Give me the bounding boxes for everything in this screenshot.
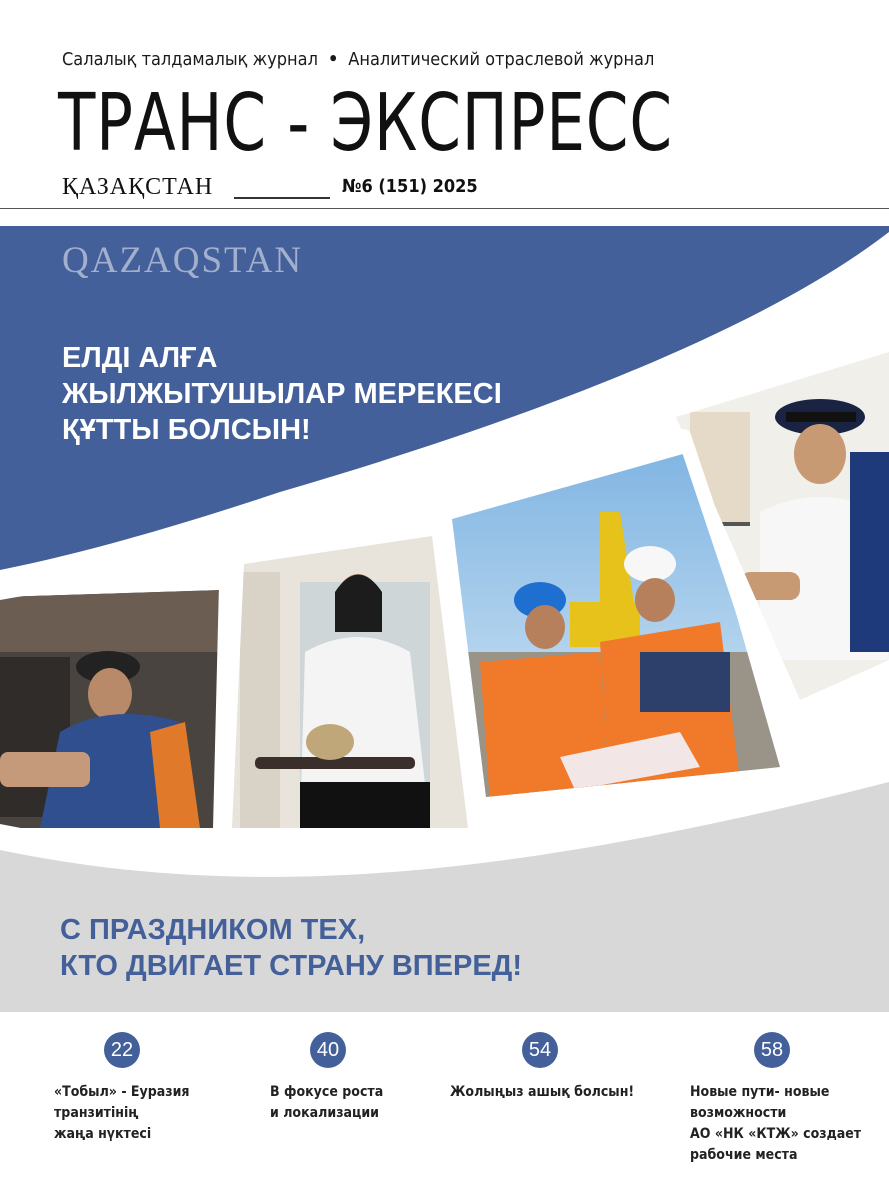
cover-artwork <box>0 212 889 1012</box>
toc-title-line: рабочие места <box>690 1147 798 1163</box>
toc-title-line: АО «НК «КТЖ» создает <box>690 1126 862 1142</box>
contents-strip <box>0 1012 889 1200</box>
russian-headline <box>60 912 522 984</box>
page-number-badge: 40 <box>310 1032 346 1068</box>
toc-title-line: возможности <box>690 1105 787 1121</box>
tagline-kazakh: Салалық талдамалық журнал <box>62 49 318 70</box>
kazakh-headline-line: ҚҰТТЫ БОЛСЫН! <box>62 414 311 446</box>
page-number-badge: 54 <box>522 1032 558 1068</box>
page-number-badge: 22 <box>104 1032 140 1068</box>
toc-item[interactable] <box>450 1012 660 1200</box>
toc-item[interactable] <box>690 1012 889 1200</box>
toc-title-line: «Тобыл» - Еуразия <box>54 1084 190 1100</box>
toc-title-line: и локализации <box>270 1105 379 1121</box>
toc-item[interactable] <box>54 1012 264 1200</box>
issue-number: №6 (151) 2025 <box>342 176 478 197</box>
header-divider <box>0 208 889 209</box>
toc-title-line: транзитінің <box>54 1105 139 1121</box>
masthead-header <box>0 0 889 212</box>
toc-title <box>54 1082 190 1145</box>
toc-title <box>690 1082 861 1166</box>
tagline-russian: Аналитический отраслевой журнал <box>348 49 655 70</box>
journal-tagline <box>62 49 654 70</box>
country-name: ҚАЗАҚСТАН <box>62 174 214 200</box>
russian-headline-line: С ПРАЗДНИКОМ ТЕХ, <box>60 914 366 946</box>
toc-title-line: Новые пути- новые <box>690 1084 830 1100</box>
toc-title <box>450 1082 634 1103</box>
qazaqstan-label: QAZAQSTAN <box>62 240 304 281</box>
toc-title-line: жаңа нүктесі <box>54 1126 152 1142</box>
toc-title-line: Жолыңыз ашық болсын! <box>450 1084 635 1100</box>
page-number-badge: 58 <box>754 1032 790 1068</box>
photo-mechanic <box>0 582 230 832</box>
masthead-subrow <box>62 174 482 202</box>
russian-headline-line: КТО ДВИГАЕТ СТРАНУ ВПЕРЕД! <box>60 950 522 982</box>
kazakh-headline-line: ЖЫЛЖЫТУШЫЛАР МЕРЕКЕСІ <box>62 378 502 410</box>
magazine-title: ТРАНС - ЭКСПРЕСС <box>58 77 673 169</box>
kazakh-headline-line: ЕЛДІ АЛҒА <box>62 342 218 374</box>
toc-item[interactable] <box>270 1012 480 1200</box>
toc-title <box>270 1082 383 1124</box>
toc-title-line: В фокусе роста <box>270 1084 384 1100</box>
kazakh-headline <box>62 340 502 448</box>
tagline-separator: • <box>327 49 339 70</box>
subtitle-rule <box>234 197 330 199</box>
